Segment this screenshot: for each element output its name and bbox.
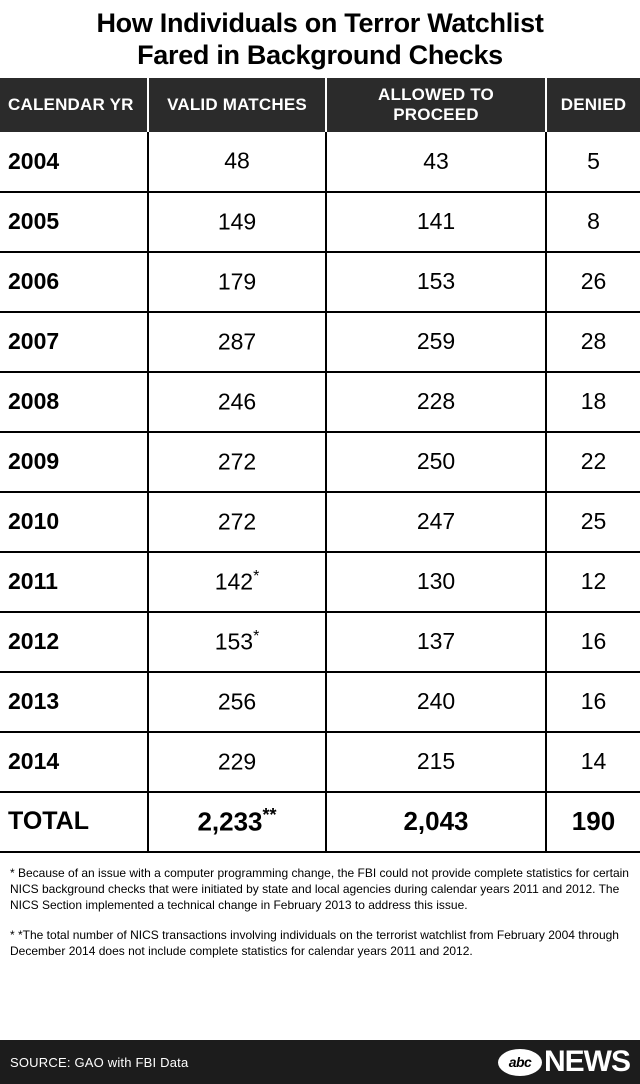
page-title-line-1: How Individuals on Terror Watchlist — [96, 8, 544, 38]
value-valid-matches: 149 — [217, 208, 257, 235]
cell-allowed: 137 — [326, 612, 546, 672]
cell-valid-matches — [148, 132, 326, 192]
table-header-row — [0, 78, 640, 132]
cell-allowed: 43 — [326, 132, 546, 192]
value-valid-matches: 272 — [217, 448, 257, 475]
cell-denied: 5 — [546, 132, 640, 192]
value-valid-matches: 246 — [217, 388, 257, 415]
value-valid-matches: 287 — [217, 328, 257, 355]
cell-allowed: 141 — [326, 192, 546, 252]
cell-denied: 16 — [546, 672, 640, 732]
column-header-calendar-year: CALENDAR YR — [0, 78, 148, 132]
table-row — [0, 252, 640, 312]
table-row — [0, 672, 640, 732]
table-row — [0, 132, 640, 192]
cell-total-denied: 190 — [546, 792, 640, 852]
footnote-marker: * — [253, 567, 260, 585]
table-row — [0, 432, 640, 492]
column-header-allowed-to-proceed: ALLOWED TO PROCEED — [326, 78, 546, 132]
cell-allowed: 259 — [326, 312, 546, 372]
cell-valid-matches — [148, 492, 326, 552]
table-row — [0, 552, 640, 612]
cell-year: 2008 — [0, 372, 148, 432]
cell-year: 2004 — [0, 132, 148, 192]
cell-allowed: 240 — [326, 672, 546, 732]
cell-year: 2010 — [0, 492, 148, 552]
cell-year: 2006 — [0, 252, 148, 312]
table-row-total — [0, 792, 640, 852]
table-row — [0, 732, 640, 792]
value-valid-matches: 229 — [217, 748, 257, 775]
value-valid-matches: 179 — [217, 268, 257, 295]
cell-total-allowed: 2,043 — [326, 792, 546, 852]
cell-valid-matches — [148, 732, 326, 792]
cell-allowed: 153 — [326, 252, 546, 312]
cell-denied: 25 — [546, 492, 640, 552]
cell-allowed: 130 — [326, 552, 546, 612]
cell-year: 2007 — [0, 312, 148, 372]
cell-year: 2011 — [0, 552, 148, 612]
footnote-marker-double: ** — [262, 805, 277, 826]
cell-year: 2013 — [0, 672, 148, 732]
source-credit: SOURCE: GAO with FBI Data — [10, 1054, 189, 1070]
cell-denied: 28 — [546, 312, 640, 372]
cell-year: 2005 — [0, 192, 148, 252]
value-valid-matches: 48 — [224, 148, 250, 175]
table-row — [0, 192, 640, 252]
cell-denied: 26 — [546, 252, 640, 312]
cell-allowed: 250 — [326, 432, 546, 492]
cell-denied: 14 — [546, 732, 640, 792]
table-row — [0, 492, 640, 552]
cell-denied: 12 — [546, 552, 640, 612]
cell-valid-matches — [148, 612, 326, 672]
value-valid-matches: 142 — [214, 568, 254, 595]
cell-total-label: TOTAL — [0, 792, 148, 852]
cell-allowed: 215 — [326, 732, 546, 792]
footnote-marker: * — [253, 627, 260, 645]
footnote-2: * *The total number of NICS transactions involving individuals on the terrorist watchlist from February 2004 through December 2014 does not include complete statistics for calendar years 2011 and 2012. — [10, 928, 619, 959]
cell-valid-matches — [148, 192, 326, 252]
table-row — [0, 372, 640, 432]
abc-news-logo — [498, 1045, 630, 1079]
cell-denied: 18 — [546, 372, 640, 432]
cell-denied: 16 — [546, 612, 640, 672]
cell-year: 2009 — [0, 432, 148, 492]
value-valid-matches: 256 — [217, 688, 257, 715]
cell-valid-matches — [148, 672, 326, 732]
value-valid-matches: 272 — [217, 508, 257, 535]
cell-allowed: 247 — [326, 492, 546, 552]
page-title — [0, 0, 640, 78]
value-total-valid-matches: 2,233 — [197, 807, 263, 838]
column-header-denied: DENIED — [546, 78, 640, 132]
cell-year: 2012 — [0, 612, 148, 672]
watchlist-table — [0, 78, 640, 853]
column-header-valid-matches: VALID MATCHES — [148, 78, 326, 132]
cell-valid-matches — [148, 432, 326, 492]
footer-bar — [0, 1040, 640, 1084]
cell-valid-matches — [148, 552, 326, 612]
cell-valid-matches — [148, 312, 326, 372]
page-title-line-2: Fared in Background Checks — [137, 39, 503, 70]
news-wordmark: NEWS — [544, 1045, 630, 1078]
footnotes — [0, 853, 640, 980]
cell-valid-matches — [148, 372, 326, 432]
table-row — [0, 312, 640, 372]
abc-circle-logo: abc — [498, 1049, 542, 1076]
cell-denied: 8 — [546, 192, 640, 252]
cell-total-valid-matches — [148, 792, 326, 852]
footnote-1: * Because of an issue with a computer programming change, the FBI could not provide complete statistics for certain NICS background checks that were initiated by state and local agencies during calendar years 2011 and 2012. The NICS Section implemented a technical change in February 2013 to address this issue. — [10, 865, 629, 913]
table-row — [0, 612, 640, 672]
cell-year: 2014 — [0, 732, 148, 792]
cell-allowed: 228 — [326, 372, 546, 432]
cell-denied: 22 — [546, 432, 640, 492]
value-valid-matches: 153 — [214, 628, 254, 655]
cell-valid-matches — [148, 252, 326, 312]
table-body — [0, 132, 640, 852]
